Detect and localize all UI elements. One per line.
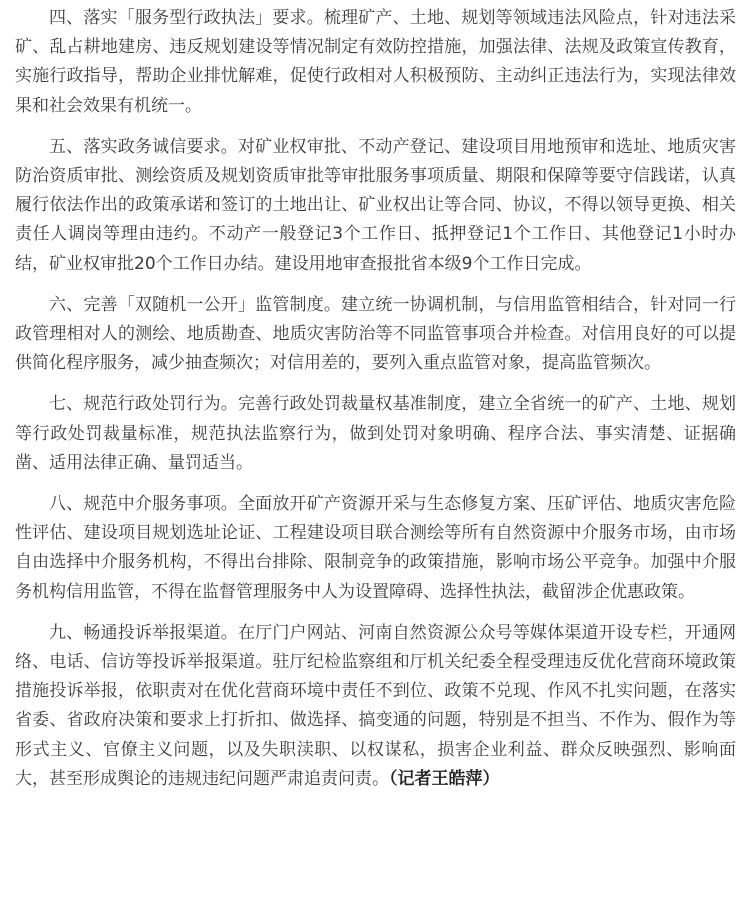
reporter-byline: （记者王皓萍） [389, 768, 500, 789]
article-body [0, 4, 751, 794]
paragraph-8-intermediary-services: 八、规范中介服务事项。全面放开矿产资源开采与生态修复方案、压矿评估、地质灾害危险性评估、建设项目规划选址论证、工程建设项目联合测绘等所有自然资源中介服务市场，由市场自由选择中介服务机构，不得出台排除、限制竞争的政策措施，影响市场公平竞争。加强中介服务机构信用监管，不得在监督管理服务中人为设置障碍、选择性执法，截留涉企优惠政策。 [15, 494, 736, 602]
paragraph-6-supervision-system: 六、完善「双随机一公开」监管制度。建立统一协调机制，与信用监管相结合，针对同一行政管理相对人的测绘、地质勘查、地质灾害防治等不同监管事项合并检查。对信用良好的可以提供简化程序服务，减少抽查频次；对信用差的，要列入重点监管对象，提高监管频次。 [15, 294, 736, 374]
paragraph-9-text: 九、畅通投诉举报渠道。在厅门户网站、河南自然资源公众号等媒体渠道开设专栏，开通网络、电话、信访等投诉举报渠道。驻厅纪检监察组和厅机关纪委全程受理违反优化营商环境政策措施投诉举报，依职责对在优化营商环境中责任不到位、政策不兑现、作风不扎实问题，在落实省委、省政府决策和要求上打折扣、做选择、搞变通的问题，特别是不担当、不作为、假作为等形式主义、官僚主义问题，以及失职渎职、以权谋私，损害企业利益、群众反映强烈、影响面大，甚至形成舆论的违规违纪问题严肃追责问责。 [15, 622, 736, 789]
paragraph-7-administrative-penalty: 七、规范行政处罚行为。完善行政处罚裁量权基准制度，建立全省统一的矿产、土地、规划等行政处罚裁量标准，规范执法监察行为，做到处罚对象明确、程序合法、事实清楚、证据确凿、适用法律正确、量罚适当。 [15, 394, 736, 473]
paragraph-5-government-integrity: 五、落实政务诚信要求。对矿业权审批、不动产登记、建设项目用地预审和选址、地质灾害防治资质审批、测绘资质及规划资质审批等审批服务事项质量、期限和保障等要守信践诺，认真履行依法作出的政策承诺和签订的土地出让、矿业权出让等合同、协议，不得以领导更换、相关责任人调岗等理由违约。不动产一般登记3个工作日、抵押登记1个工作日、其他登记1小时办结，矿业权审批20个工作日办结。建设用地审查报批省本级9个工作日完成。 [15, 136, 736, 274]
paragraph-4-administrative-enforcement: 四、落实「服务型行政执法」要求。梳理矿产、土地、规划等领域违法风险点，针对违法采矿、乱占耕地建房、违反规划建设等情况制定有效防控措施，加强法律、法规及政策宣传教育，实施行政指导，帮助企业排忧解难，促使行政相对人积极预防、主动纠正违法行为，实现法律效果和社会效果有机统一。 [15, 8, 736, 116]
paragraph-9-complaint-channels [15, 619, 736, 794]
